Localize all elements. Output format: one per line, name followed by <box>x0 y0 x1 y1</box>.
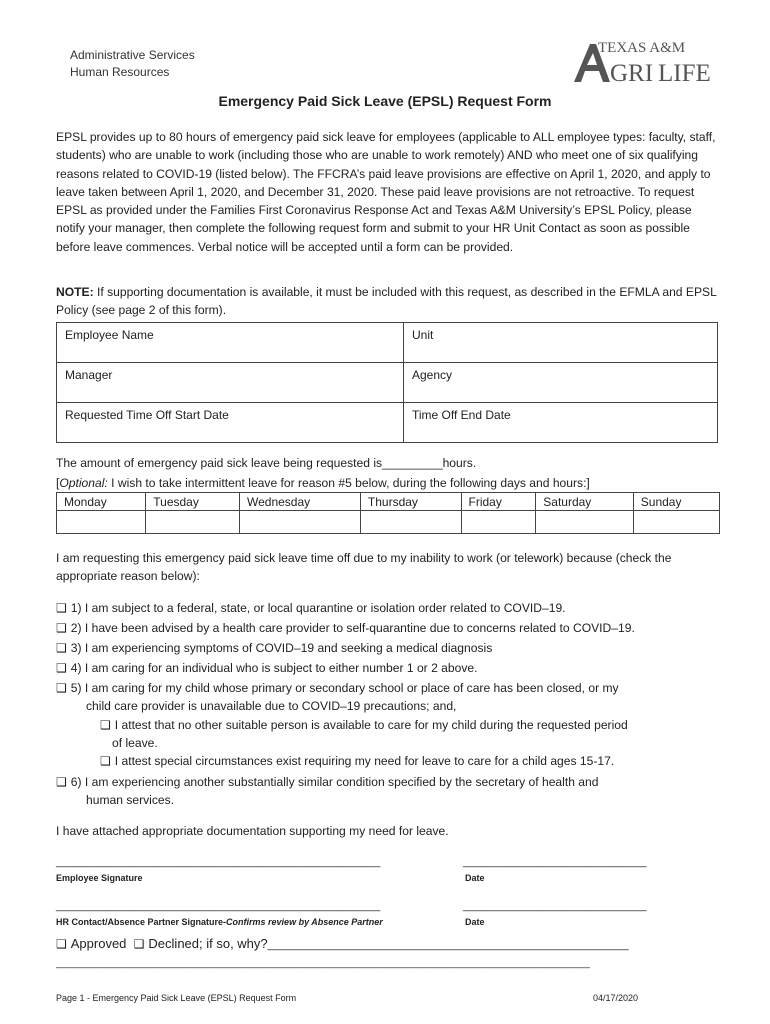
hr-date-label: Date <box>465 917 485 927</box>
reason-1: ❑ 1) I am subject to a federal, state, or local quarantine or isolation order related to COVID–19. <box>56 601 566 615</box>
checkbox-icon[interactable]: ❑ <box>100 754 111 768</box>
unit-field[interactable]: Unit <box>404 323 718 363</box>
reason-4: ❑ 4) I am caring for an individual who is subject to either number 1 or 2 above. <box>56 661 478 675</box>
hours-cell-saturday[interactable] <box>536 511 634 534</box>
manager-field[interactable]: Manager <box>57 363 404 403</box>
checkbox-icon[interactable]: ❑ <box>56 661 67 675</box>
reason-2: ❑ 2) I have been advised by a health care provider to self-quarantine due to concerns related to COVID–19. <box>56 621 635 635</box>
days-table <box>56 492 720 534</box>
form-title: Emergency Paid Sick Leave (EPSL) Request Form <box>218 93 552 109</box>
svg-text:GRI: GRI <box>610 60 654 86</box>
day-header: Tuesday <box>146 493 240 511</box>
note-text: If supporting documentation is available, it must be included with this request, as described in the EFMLA and EPSL Policy (see page 2 of this form). <box>56 285 717 318</box>
footer-date: 04/17/2020 <box>593 993 639 1003</box>
agrilife-logo <box>572 38 712 86</box>
employee-name-field[interactable]: Employee Name <box>57 323 404 363</box>
optional-line: [Optional: I wish to take intermittent leave for reason #5 below, during the following days and hours:] <box>56 476 590 490</box>
declined-checkbox-icon[interactable]: ❑ <box>133 937 145 951</box>
employee-signature-line[interactable]: _____________________________________________________ <box>56 856 381 868</box>
reason-5-sub-1: ❑ I attest that no other suitable person is available to care for my child during the requested period <box>100 718 628 732</box>
day-header: Saturday <box>536 493 634 511</box>
hours-cell-wednesday[interactable] <box>240 511 361 534</box>
declined-label: Declined; if so, why? <box>148 936 268 951</box>
org-line-1: Administrative Services <box>70 48 195 62</box>
reason-3: ❑ 3) I am experiencing symptoms of COVID–19 and seeking a medical diagnosis <box>56 641 493 655</box>
hr-date-line[interactable]: ______________________________ <box>463 900 647 912</box>
employee-date-line[interactable]: ______________________________ <box>463 856 647 868</box>
intro-paragraph: EPSL provides up to 80 hours of emergency paid sick leave for employees (applicable to ALL employee types: faculty, staff, students) who are unable to work (including those who are unable to work remotely) AND who meet one of six qualifying reasons related to COVID-19 (listed below). The FFCRA’s paid leave provisions are effective on April 1, 2020, and apply to leave taken between April 1, 2020, and December 31, 2020. These paid leave provisions are not retroactive. To request EPSL as provided under the Families First Coronavirus Response Act and Texas A&M University’s EPSL Policy, please notify your manager, then complete the following request form and submit to your HR Unit Contact as soon as possible before leave commences. Verbal notice will be accepted until a form can be provided. <box>56 130 716 254</box>
reason-5: ❑ 5) I am caring for my child whose primary or secondary school or place of care has been closed, or my <box>56 681 619 695</box>
agency-field[interactable]: Agency <box>404 363 718 403</box>
reason-6: ❑ 6) I am experiencing another substantially similar condition specified by the secretary of health and <box>56 775 599 789</box>
day-header: Monday <box>57 493 146 511</box>
note-paragraph <box>56 283 720 320</box>
note-label: NOTE: <box>56 285 94 299</box>
attached-statement: I have attached appropriate documentation supporting my need for leave. <box>56 824 449 838</box>
approval-row <box>56 936 629 951</box>
svg-text:LIFE: LIFE <box>658 60 711 86</box>
hours-cell-sunday[interactable] <box>633 511 719 534</box>
employee-signature-label: Employee Signature <box>56 873 143 883</box>
day-header: Wednesday <box>240 493 361 511</box>
org-line-2: Human Resources <box>70 65 170 79</box>
checkbox-icon[interactable]: ❑ <box>56 641 67 655</box>
hours-cell-monday[interactable] <box>57 511 146 534</box>
reason-5-sub-1-cont: of leave. <box>112 736 158 750</box>
checkbox-icon[interactable]: ❑ <box>56 621 67 635</box>
checkbox-icon[interactable]: ❑ <box>100 718 111 732</box>
end-date-field[interactable]: Time Off End Date <box>404 403 718 443</box>
reason-6-cont: human services. <box>86 793 175 807</box>
footer-page-label: Page 1 - Emergency Paid Sick Leave (EPSL) Request Form <box>56 993 297 1003</box>
approved-label: Approved <box>70 936 127 951</box>
day-header: Sunday <box>633 493 719 511</box>
reason-5-sub-2: ❑ I attest special circumstances exist requiring my need for leave to care for a child ages 15-17. <box>100 754 615 768</box>
hours-cell-friday[interactable] <box>461 511 536 534</box>
checkbox-icon[interactable]: ❑ <box>56 601 67 615</box>
employee-info-table <box>56 322 718 443</box>
declined-reason-line[interactable]: ___________________________________________________________ <box>267 939 629 951</box>
svg-text:TEXAS A&M: TEXAS A&M <box>598 40 686 56</box>
hours-cell-tuesday[interactable] <box>146 511 240 534</box>
declined-reason-line-2[interactable]: ________________________________________________________________________________________________ <box>56 958 590 969</box>
optional-label: Optional: <box>59 476 108 490</box>
hr-signature-line[interactable]: _____________________________________________________ <box>56 900 381 912</box>
hours-cell-thursday[interactable] <box>360 511 461 534</box>
approved-checkbox-icon[interactable]: ❑ <box>56 937 67 951</box>
start-date-field[interactable]: Requested Time Off Start Date <box>57 403 404 443</box>
optional-text: I wish to take intermittent leave for reason #5 below, during the following days and hours:] <box>107 476 590 490</box>
employee-date-label: Date <box>465 873 485 883</box>
checkbox-icon[interactable]: ❑ <box>56 681 67 695</box>
day-header: Friday <box>461 493 536 511</box>
amount-line: The amount of emergency paid sick leave being requested is_________hours. <box>56 456 477 470</box>
day-header: Thursday <box>360 493 461 511</box>
reason-5-cont: child care provider is unavailable due to COVID–19 precautions; and, <box>86 699 457 713</box>
hr-signature-label: HR Contact/Absence Partner Signature-Confirms review by Absence Partner <box>56 917 383 927</box>
org-header <box>70 47 195 81</box>
checkbox-icon[interactable]: ❑ <box>56 775 67 789</box>
request-statement: I am requesting this emergency paid sick leave time off due to my inability to work (or telework) because (check the appropriate reason below): <box>56 551 672 584</box>
